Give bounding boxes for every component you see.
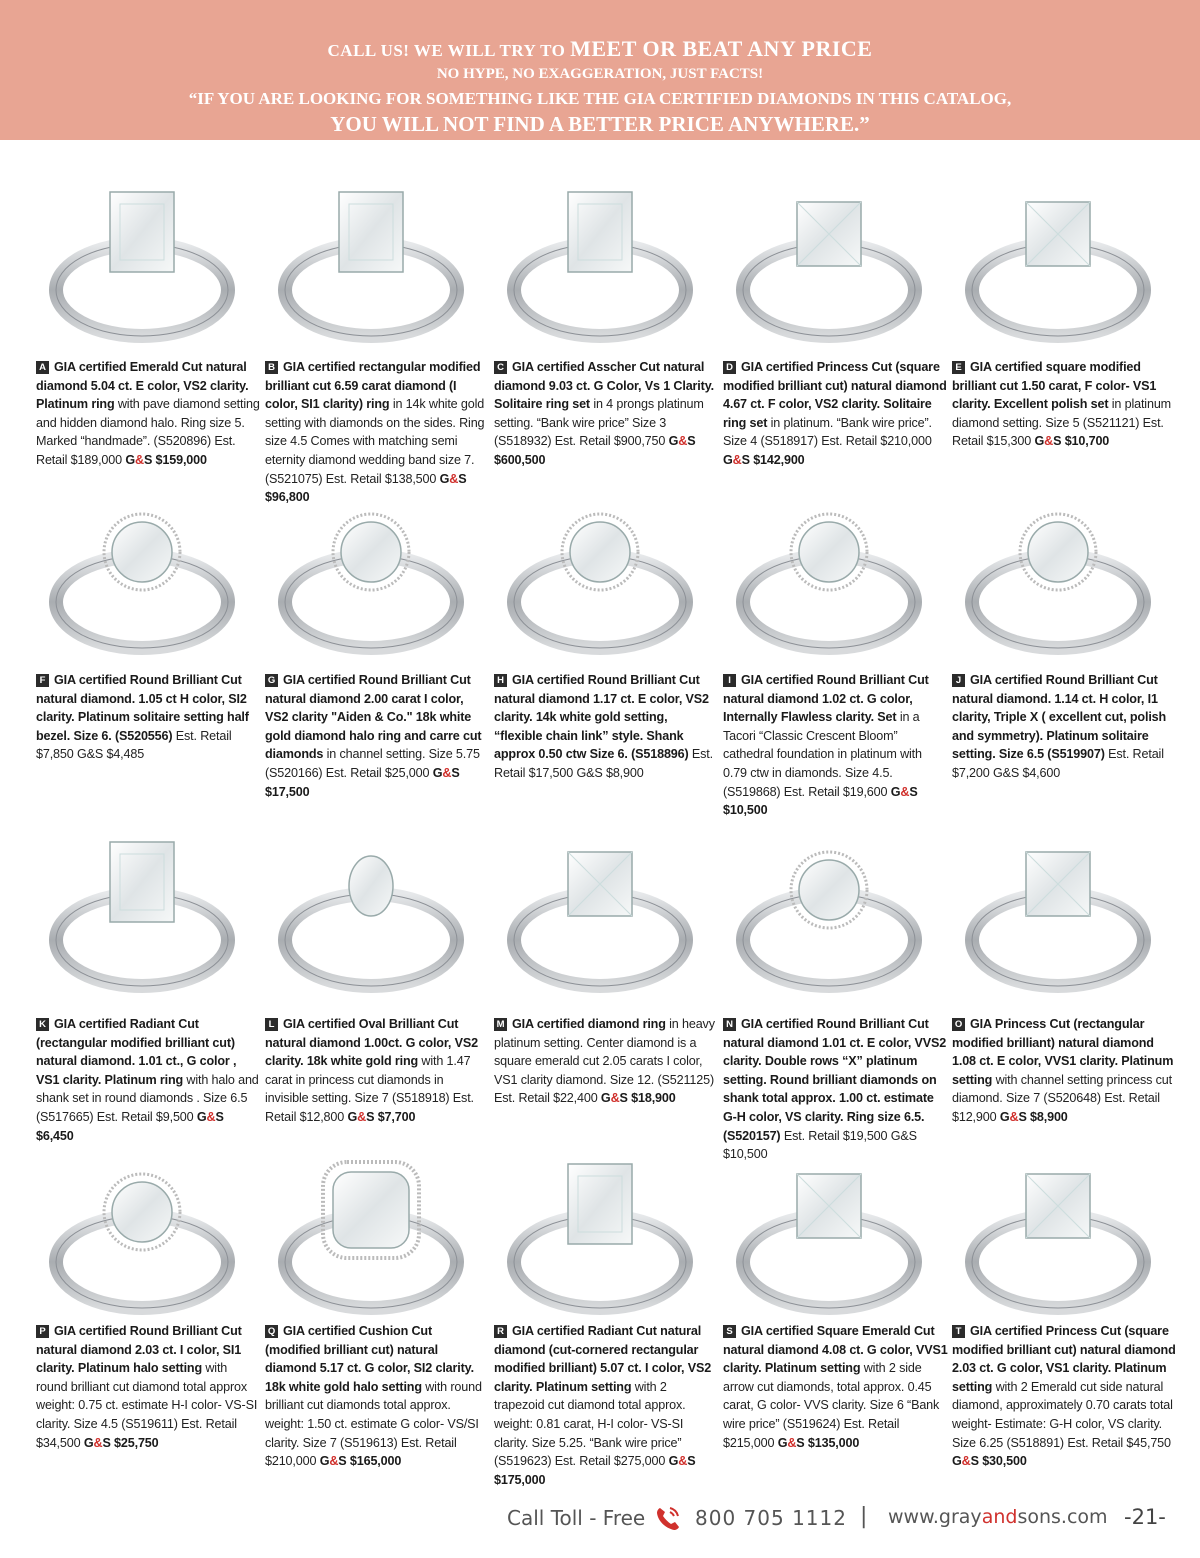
item-letter-badge: H bbox=[494, 674, 507, 687]
item-title: GIA certified Round Brilliant Cut natural diamond 2.03 ct. I color, SI1 clarity. Platinum halo setting bbox=[36, 1324, 242, 1376]
item-letter-badge: S bbox=[723, 1325, 736, 1338]
ring-image[interactable] bbox=[729, 178, 929, 348]
ring-image[interactable] bbox=[271, 1150, 471, 1320]
product-description bbox=[36, 671, 261, 764]
banner-line-4: YOU WILL NOT FIND A BETTER PRICE ANYWHERE.” bbox=[330, 112, 870, 136]
gs-logo-s: S bbox=[970, 1454, 979, 1469]
ring-image[interactable] bbox=[729, 490, 929, 660]
product-description bbox=[723, 671, 948, 820]
item-letter-badge: C bbox=[494, 361, 507, 374]
item-details: in heavy platinum setting. Center diamond is a square emerald cut 2.05 carats I color, VS1 clarity diamond. Size 12. (S521125) Est. Retail $22,400 bbox=[494, 1017, 715, 1106]
product-description bbox=[494, 358, 719, 470]
product-description bbox=[952, 1322, 1177, 1471]
item-letter-badge: M bbox=[494, 1018, 507, 1031]
gs-logo-g: G bbox=[668, 1454, 679, 1469]
item-letter-badge: R bbox=[494, 1325, 507, 1338]
page-number: -21- bbox=[1124, 1505, 1166, 1529]
item-details: in platinum. “Bank wire price”. Size 4 (S518917) Est. Retail $210,000 bbox=[723, 415, 932, 449]
gs-price bbox=[1000, 1110, 1068, 1124]
item-details: with 2 trapezoid cut diamond total approx. weight: 0.81 carat, H-I color- VS-SI clarity. Size 5.25. “Bank wire price” (S519623) Est. Retail $275,000 bbox=[494, 1379, 686, 1469]
ring-image[interactable] bbox=[958, 1150, 1158, 1320]
gs-logo-g: G bbox=[999, 1109, 1010, 1124]
gs-logo-amp: & bbox=[134, 452, 144, 467]
item-letter-badge: I bbox=[723, 674, 736, 687]
product-description bbox=[265, 671, 490, 801]
ring-image[interactable] bbox=[958, 178, 1158, 348]
gs-price bbox=[778, 1436, 860, 1450]
gs-logo-s: S bbox=[741, 452, 750, 467]
ring-image[interactable] bbox=[500, 828, 700, 998]
item-title: GIA certified Round Brilliant Cut natural diamond. 1.14 ct. H color, I1 clarity, Triple X ( excellent cut, polish and symmetry). Platinum solitaire setting. Size 6.5 (S519907) bbox=[952, 673, 1167, 762]
sale-price: $6,450 bbox=[36, 1128, 74, 1143]
sale-price: $30,500 bbox=[978, 1454, 1027, 1469]
item-title: GIA certified diamond ring bbox=[512, 1017, 666, 1031]
gs-price bbox=[320, 1454, 402, 1468]
product-description bbox=[494, 671, 719, 783]
gs-logo-amp: & bbox=[1009, 1109, 1019, 1124]
gs-price bbox=[723, 453, 805, 467]
sale-price: $8,900 bbox=[1026, 1109, 1068, 1124]
product-description bbox=[36, 1322, 261, 1452]
gs-logo-amp: & bbox=[1044, 434, 1054, 449]
item-details: with halo and shank set in round diamonds . Size 6.5 (S517665) Est. Retail $9,500 bbox=[36, 1072, 259, 1124]
item-details: Est. Retail $7,200 G&S $4,600 bbox=[952, 747, 1164, 780]
footer-separator: | bbox=[860, 1504, 868, 1529]
ring-image[interactable] bbox=[42, 828, 242, 998]
product-description bbox=[494, 1322, 719, 1489]
sale-price: $159,000 bbox=[152, 452, 207, 467]
product-description bbox=[952, 1015, 1177, 1127]
item-title: GIA certified Princess Cut (square modified brilliant cut) natural diamond 4.67 ct. F color, VS2 clarity. Solitaire ring set bbox=[723, 360, 947, 430]
ring-image[interactable] bbox=[42, 1150, 242, 1320]
item-details: with 1.47 carat in princess cut diamonds in invisible setting. Size 7 (S518918) Est. Retail $12,800 bbox=[265, 1054, 474, 1124]
sale-price: $165,000 bbox=[346, 1454, 402, 1469]
item-details: in platinum diamond setting. Size 5 (S521121) Est. Retail $15,300 bbox=[952, 397, 1172, 449]
ring-image[interactable] bbox=[42, 178, 242, 348]
item-title: GIA certified Oval Brilliant Cut natural diamond 1.00ct. G color, VS2 clarity. 18k white gold ring bbox=[265, 1017, 478, 1069]
item-title: GIA certified Square Emerald Cut natural diamond 4.08 ct. G color, VVS1 clarity. Platinum setting bbox=[723, 1324, 948, 1376]
gs-logo-s: S bbox=[102, 1435, 111, 1450]
phone-icon[interactable] bbox=[653, 1504, 683, 1534]
item-letter-badge: B bbox=[265, 361, 278, 374]
gs-logo-g: G bbox=[952, 1454, 962, 1469]
item-title: GIA certified Radiant Cut (rectangular modified brilliant cut) natural diamond. 1.01 ct., G color , VS1 clarity. Platinum ring bbox=[36, 1017, 237, 1087]
sale-price: $25,750 bbox=[110, 1435, 159, 1450]
gs-price bbox=[601, 1091, 676, 1105]
gs-logo-g: G bbox=[125, 452, 135, 467]
gs-logo-g: G bbox=[890, 784, 901, 799]
gs-logo-s: S bbox=[796, 1435, 805, 1450]
item-title: GIA certified Cushion Cut (modified brilliant cut) natural diamond 5.17 ct. G color, SI2 clarity. 18k white gold halo setting bbox=[265, 1324, 474, 1394]
gs-logo-amp: & bbox=[678, 434, 688, 449]
gs-logo-amp: & bbox=[732, 452, 742, 467]
gs-logo-s: S bbox=[451, 765, 460, 780]
item-details: with round brilliant cut diamonds total approx. weight: 1.50 ct. estimate G color- VS/SI clarity. Size 7 (S519613) Est. Retail $210,000 bbox=[265, 1379, 482, 1469]
gs-logo-s: S bbox=[687, 1454, 696, 1469]
item-title: GIA Princess Cut (rectangular modified brilliant) natural diamond 1.08 ct. E color, VVS1 clarity. Platinum setting bbox=[952, 1017, 1174, 1087]
ring-image[interactable] bbox=[271, 828, 471, 998]
item-details: Est. Retail $7,850 G&S $4,485 bbox=[36, 728, 232, 762]
item-letter-badge: N bbox=[723, 1018, 736, 1031]
gs-price bbox=[1034, 434, 1109, 448]
product-description bbox=[494, 1015, 719, 1108]
gs-price bbox=[952, 1454, 1027, 1468]
product-description bbox=[723, 358, 948, 470]
ring-image[interactable] bbox=[500, 1150, 700, 1320]
gs-logo-amp: & bbox=[900, 784, 910, 799]
gs-logo-g: G bbox=[196, 1109, 207, 1124]
item-title: GIA certified rectangular modified brilliant cut 6.59 carat diamond (I color, SI1 clarity) ring bbox=[265, 360, 481, 412]
item-title: GIA certified Round Brilliant Cut natural diamond 1.17 ct. E color, VS2 clarity. 14k white gold setting, “flexible chain link” style. Shank approx 0.50 ctw Size 6. (S518896) bbox=[494, 673, 709, 762]
item-details: in 14k white gold setting with diamonds on the sides. Ring size 4.5 Comes with matching semi eternity diamond wedding band size 7. (S521075) Est. Retail $138,500 bbox=[265, 397, 485, 486]
gs-logo-amp: & bbox=[206, 1109, 216, 1124]
gs-logo-amp: & bbox=[678, 1454, 688, 1469]
gs-logo-amp: & bbox=[329, 1454, 339, 1469]
ring-image[interactable] bbox=[500, 490, 700, 660]
item-details: with channel setting princess cut diamond. Size 7 (S520648) Est. Retail $12,900 bbox=[952, 1072, 1172, 1124]
gs-logo-g: G bbox=[777, 1435, 788, 1450]
item-letter-badge: E bbox=[952, 361, 965, 374]
gs-logo-g: G bbox=[600, 1091, 611, 1106]
ring-image[interactable] bbox=[271, 490, 471, 660]
gs-logo-s: S bbox=[619, 1091, 628, 1106]
gs-logo-g: G bbox=[723, 452, 733, 467]
gs-logo-g: G bbox=[668, 434, 679, 449]
gs-logo-amp: & bbox=[961, 1454, 971, 1469]
item-title: GIA certified Round Brilliant Cut natural diamond 1.02 ct. G color, Internally Flawless clarity. Set bbox=[723, 673, 929, 725]
sale-price: $10,700 bbox=[1061, 434, 1110, 449]
product-description bbox=[265, 1015, 490, 1127]
gs-logo-amp: & bbox=[610, 1091, 620, 1106]
item-letter-badge: Q bbox=[265, 1325, 278, 1338]
phone-number[interactable]: 800 705 1112 bbox=[695, 1506, 847, 1530]
gs-logo-s: S bbox=[143, 452, 153, 467]
item-title: GIA certified square modified brilliant cut 1.50 carat, F color- VS1 clarity. Excellent polish set bbox=[952, 360, 1157, 412]
product-description bbox=[36, 358, 261, 470]
item-letter-badge: D bbox=[723, 361, 736, 374]
item-details: with round brilliant cut diamond total approx weight: 0.75 ct. estimate H-I color- VS-SI clarity. Size 4.5 (S519611) Est. Retail $34,500 bbox=[36, 1361, 258, 1450]
item-letter-badge: K bbox=[36, 1018, 49, 1031]
website-suffix: sons.com bbox=[1017, 1506, 1108, 1528]
gs-price bbox=[347, 1110, 415, 1124]
product-description bbox=[952, 358, 1177, 451]
product-description bbox=[265, 358, 490, 507]
item-title: GIA certified Asscher Cut natural diamond 9.03 ct. G Color, Vs 1 Clarity. Solitaire ring set bbox=[494, 360, 714, 412]
gs-logo-s: S bbox=[1053, 434, 1062, 449]
item-title: GIA certified Emerald Cut natural diamond 5.04 ct. E color, VS2 clarity. Platinum ring bbox=[36, 360, 249, 412]
call-toll-free-label: Call Toll - Free bbox=[507, 1506, 646, 1530]
item-letter-badge: P bbox=[36, 1325, 49, 1338]
ring-image[interactable] bbox=[958, 490, 1158, 660]
ring-image[interactable] bbox=[729, 1150, 929, 1320]
gs-logo-g: G bbox=[432, 765, 443, 780]
banner-line-2: NO HYPE, NO EXAGGERATION, JUST FACTS! bbox=[436, 66, 764, 82]
item-details: with 2 side arrow cut diamonds, total approx. 0.45 carat, G color- VVS clarity. Size 6 “Bank wire price” (S519624) Est. Retail $215,000 bbox=[723, 1361, 940, 1450]
sale-price: $96,800 bbox=[265, 490, 310, 505]
sale-price: $142,900 bbox=[749, 452, 805, 467]
gs-logo-s: S bbox=[366, 1109, 375, 1124]
item-letter-badge: G bbox=[265, 674, 278, 687]
item-letter-badge: L bbox=[265, 1018, 278, 1031]
gs-logo-s: S bbox=[687, 434, 696, 449]
sale-price: $7,700 bbox=[374, 1109, 416, 1124]
page-footer bbox=[0, 1500, 1200, 1540]
website-link[interactable] bbox=[888, 1506, 1108, 1528]
item-letter-badge: O bbox=[952, 1018, 965, 1031]
banner-line-1-emphasis: MEET OR BEAT ANY PRICE bbox=[570, 36, 873, 61]
ring-image[interactable] bbox=[271, 178, 471, 348]
item-letter-badge: A bbox=[36, 361, 49, 374]
item-details: with 2 Emerald cut side natural diamond, approximately 0.70 carats total weight- Estimate: G-H color, VS clarity. Size 6.25 (S518891) Est. Retail $45,750 bbox=[952, 1379, 1173, 1450]
sale-price: $10,500 bbox=[723, 803, 768, 818]
item-title: GIA certified Round Brilliant Cut natural diamond. 1.05 ct H color, SI2 clarity. Platinum solitaire setting half bezel. Size 6. (S520556) bbox=[36, 673, 249, 743]
sale-price: $600,500 bbox=[494, 452, 546, 467]
gs-logo-s: S bbox=[458, 471, 467, 486]
sale-price: $18,900 bbox=[627, 1091, 676, 1106]
item-title: GIA certified Round Brilliant Cut natural diamond 2.00 carat I color, VS2 clarity "Aiden & Co." 18k white gold diamond halo ring and carre cut diamonds bbox=[265, 673, 482, 762]
website-prefix: www.gray bbox=[888, 1506, 982, 1528]
item-letter-badge: F bbox=[36, 674, 49, 687]
sale-price: $17,500 bbox=[265, 784, 310, 799]
gs-logo-g: G bbox=[83, 1435, 94, 1450]
item-details: Est. Retail $19,500 G&S $10,500 bbox=[723, 1128, 917, 1162]
product-description bbox=[723, 1015, 948, 1164]
sale-price: $135,000 bbox=[804, 1435, 860, 1450]
item-details: in 4 prongs platinum setting. “Bank wire price” Size 3 (S518932) Est. Retail $900,750 bbox=[494, 397, 704, 449]
product-description bbox=[952, 671, 1177, 783]
item-details: Est. Retail $17,500 G&S $8,900 bbox=[494, 747, 714, 780]
item-title: GIA certified Round Brilliant Cut natural diamond 1.01 ct. E color, VVS2 clarity. Double rows “X” platinum setting. Round brilliant diamonds on shank total approx. 1.00 ct. estimate G-H color, VS clarity. Ring size 6.5. (S520157) bbox=[723, 1017, 947, 1143]
gs-logo-amp: & bbox=[442, 765, 452, 780]
item-title: GIA certified Radiant Cut natural diamond (cut-cornered rectangular modified brilliant) 5.07 ct. I color, VS2 clarity. Platinum setting bbox=[494, 1324, 712, 1394]
ring-image[interactable] bbox=[958, 828, 1158, 998]
ring-image[interactable] bbox=[500, 178, 700, 348]
item-title: GIA certified Princess Cut (square modified brilliant cut) natural diamond 2.03 ct. G color, VS1 clarity. Platinum setting bbox=[952, 1324, 1176, 1394]
gs-logo-g: G bbox=[347, 1109, 358, 1124]
item-letter-badge: T bbox=[952, 1325, 965, 1338]
item-letter-badge: J bbox=[952, 674, 965, 687]
gs-logo-g: G bbox=[319, 1454, 330, 1469]
ring-image[interactable] bbox=[42, 490, 242, 660]
item-details: in a Tacori “Classic Crescent Bloom” cathedral foundation in platinum with 0.79 ctw in diamonds. Size 4.5. (S519868) Est. Retail $19,600 bbox=[723, 710, 922, 799]
gs-logo-amp: & bbox=[449, 471, 459, 486]
ring-image[interactable] bbox=[729, 828, 929, 998]
item-details: in channel setting. Size 5.75 (S520166) Est. Retail $25,000 bbox=[265, 747, 480, 780]
gs-logo-s: S bbox=[909, 784, 918, 799]
gs-logo-amp: & bbox=[357, 1109, 367, 1124]
gs-logo-amp: & bbox=[93, 1435, 103, 1450]
product-description bbox=[36, 1015, 261, 1145]
gs-logo-g: G bbox=[1034, 434, 1045, 449]
gs-price bbox=[125, 453, 207, 467]
banner-line-1-prefix: CALL US! WE WILL TRY TO bbox=[327, 41, 571, 60]
website-accent: and bbox=[981, 1506, 1018, 1528]
gs-logo-g: G bbox=[439, 471, 450, 486]
gs-logo-s: S bbox=[1018, 1109, 1027, 1124]
product-description bbox=[723, 1322, 948, 1452]
gs-price bbox=[84, 1436, 159, 1450]
gs-logo-s: S bbox=[338, 1454, 347, 1469]
gs-logo-amp: & bbox=[787, 1435, 797, 1450]
item-details: with pave diamond setting and hidden diamond halo. Ring size 5. Marked “handmade”. (S520896) Est. Retail $189,000 bbox=[36, 397, 260, 467]
product-description bbox=[265, 1322, 490, 1471]
banner-line-3: “IF YOU ARE LOOKING FOR SOMETHING LIKE THE GIA CERTIFIED DIAMONDS IN THIS CATALOG, bbox=[188, 89, 1012, 108]
gs-logo-s: S bbox=[215, 1109, 224, 1124]
sale-price: $175,000 bbox=[494, 1472, 546, 1487]
